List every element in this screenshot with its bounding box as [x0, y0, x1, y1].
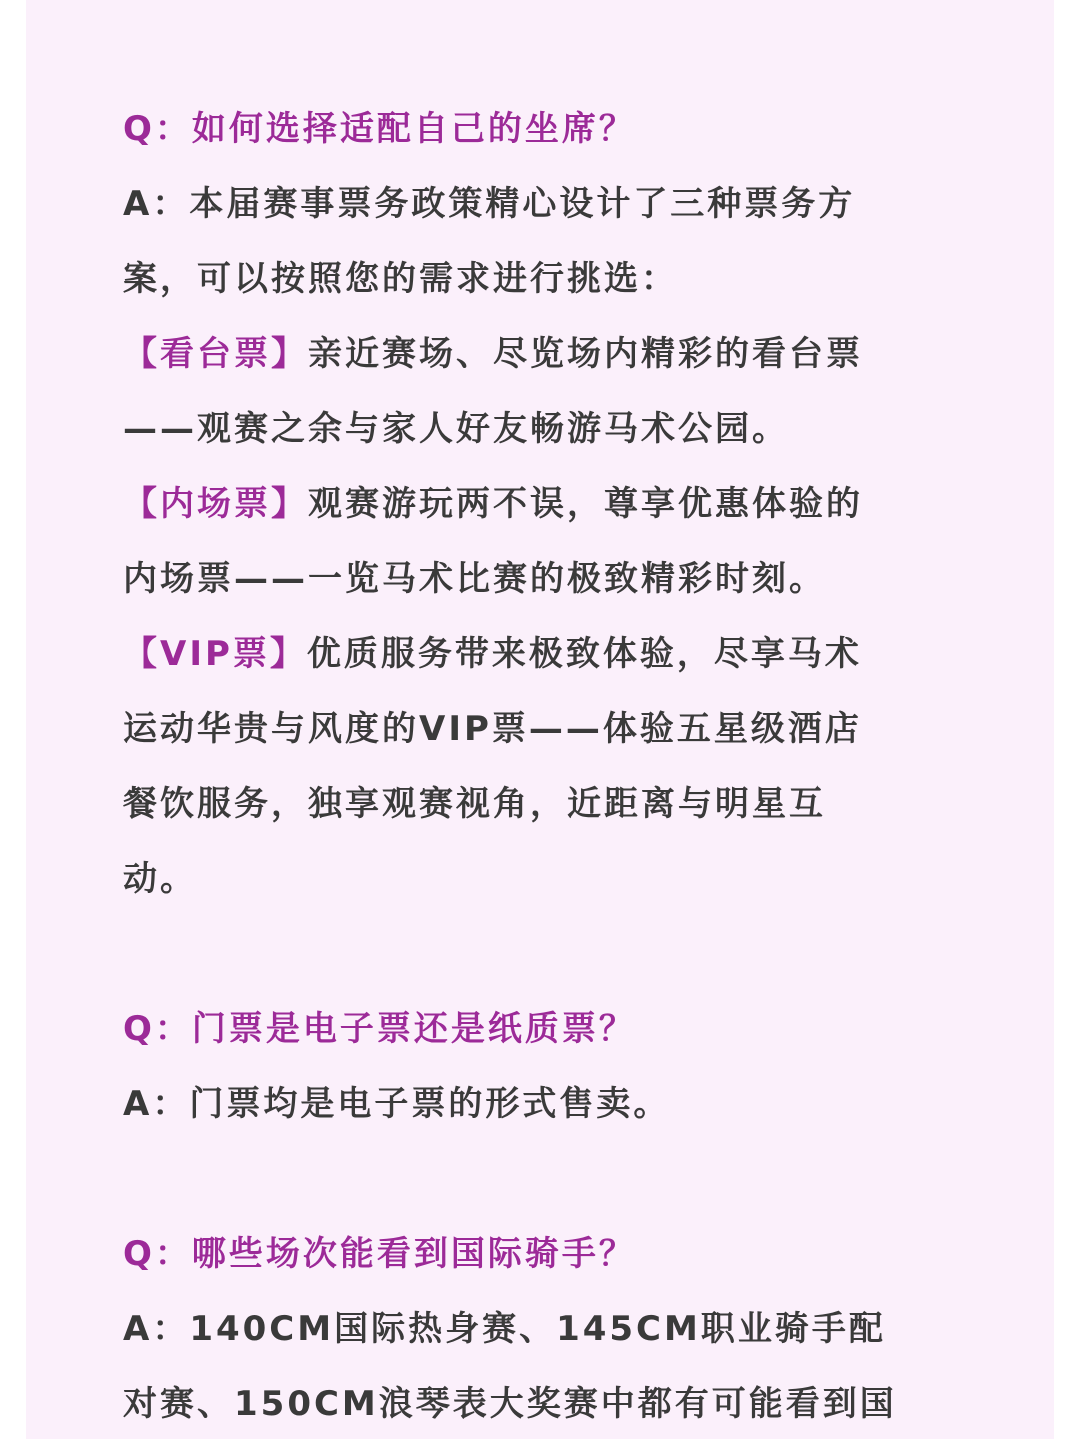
answer-seat-line-1: A：本届赛事票务政策精心设计了三种票务方: [123, 184, 856, 224]
option-stand-ticket: [123, 317, 1007, 392]
answer-riders-line-1: A：140CM国际热身赛、145CM职业骑手配: [123, 1309, 886, 1349]
answer-riders-line-2: 对赛、150CM浪琴表大奖赛中都有可能看到国: [123, 1384, 897, 1424]
answer-ticket-type: A：门票均是电子票的形式售卖。: [123, 1084, 671, 1124]
option-tag-stand: 【看台票】: [123, 334, 308, 374]
option-vip-ticket: [123, 617, 1007, 692]
option-vip-ticket-line-3: 餐饮服务，独享观赛视角，近距离与明星互: [123, 784, 826, 824]
answer-seat-line-2: 案，可以按照您的需求进行挑选：: [123, 259, 678, 299]
option-stand-ticket-line-2: ——观赛之余与家人好友畅游马术公园。: [123, 409, 789, 449]
question-international-riders: Q：哪些场次能看到国际骑手？: [123, 1234, 636, 1274]
option-vip-ticket-line-4: 动。: [123, 859, 197, 899]
content-card: [26, 0, 1054, 1439]
option-text-inner: 观赛游玩两不误，尊享优惠体验的: [308, 484, 863, 524]
question-seat: Q：如何选择适配自己的坐席？: [123, 109, 636, 149]
spacer: [123, 917, 1007, 992]
option-inner-ticket-line-2: 内场票——一览马术比赛的极致精彩时刻。: [123, 559, 826, 599]
option-text-stand: 亲近赛场、尽览场内精彩的看台票: [308, 334, 863, 374]
faq-content: [123, 92, 1007, 1442]
option-text-vip: 优质服务带来极致体验，尽享马术: [306, 634, 862, 674]
question-ticket-type: Q：门票是电子票还是纸质票？: [123, 1009, 636, 1049]
option-inner-ticket: [123, 467, 1007, 542]
option-vip-ticket-line-2: 运动华贵与风度的VIP票——体验五星级酒店: [123, 709, 862, 749]
spacer: [123, 1142, 1007, 1217]
option-tag-vip: 【VIP票】: [123, 634, 307, 674]
option-tag-inner: 【内场票】: [123, 484, 308, 524]
